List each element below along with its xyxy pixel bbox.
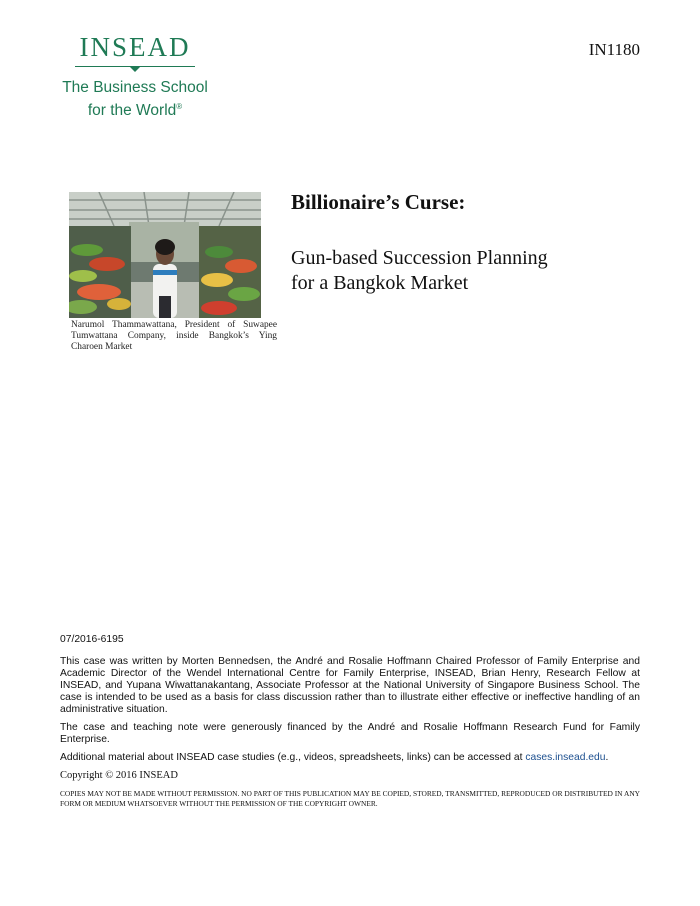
case-title: Billionaire’s Curse: (291, 190, 466, 214)
additional-text: Additional material about INSEAD case studies (e.g., videos, spreadsheets, links) can be accessed at (60, 752, 523, 763)
copy-notice: COPIES MAY NOT BE MADE WITHOUT PERMISSION. NO PART OF THIS PUBLICATION MAY BE COPIED, STORED, TRANSMITTED, REPRODUCED OR DISTRIBUTED IN ANY FORM OR MEDIUM WHATSOEVER WITHOUT THE PERMISSION OF THE COPYRIGHT OWNER. (60, 789, 640, 808)
market-photo (69, 192, 261, 318)
case-code: IN1180 (588, 40, 640, 59)
case-subtitle (291, 246, 651, 296)
case-reference: 07/2016-6195 (60, 634, 124, 645)
subtitle-line-1: Gun-based Succession Planning (291, 247, 548, 269)
photo-caption: Narumol Thammawattana, President of Suwapee Tumwattana Company, inside Bangkok’s Ying Charoen Market (71, 320, 277, 352)
authors-paragraph: This case was written by Morten Bennedsen, the André and Rosalie Hoffmann Chaired Professor of Family Enterprise and Academic Director of the Wendel International Centre for Family Enterprise, INSEAD, Brian Henry, Research Fellow at INSEAD, and Yupana Wiwattanakantang, Associate Professor at the National University of Singapore Business School. The case is intended to be used as a basis for class discussion rather than to illustrate either effective or ineffective handling of an administrative situation. (60, 656, 640, 715)
funding-paragraph: The case and teaching note were generously financed by the André and Rosalie Hoffmann Research Fund for Family Enterprise. (60, 722, 640, 745)
logo-rule (75, 64, 195, 72)
footer-notes (60, 634, 640, 815)
additional-material-paragraph (60, 752, 640, 764)
additional-end: . (605, 752, 609, 763)
registered-mark: ® (176, 102, 183, 111)
logo-wordmark: INSEAD (79, 32, 191, 62)
copyright: Copyright © 2016 INSEAD (60, 770, 178, 781)
logo-tagline (55, 78, 215, 120)
tagline-line-2: for the World (87, 102, 177, 120)
tagline-line-1: The Business School (62, 79, 208, 96)
cases-link[interactable]: cases.insead.edu (525, 752, 606, 763)
insead-logo (55, 32, 215, 120)
subtitle-line-2: for a Bangkok Market (291, 272, 469, 294)
